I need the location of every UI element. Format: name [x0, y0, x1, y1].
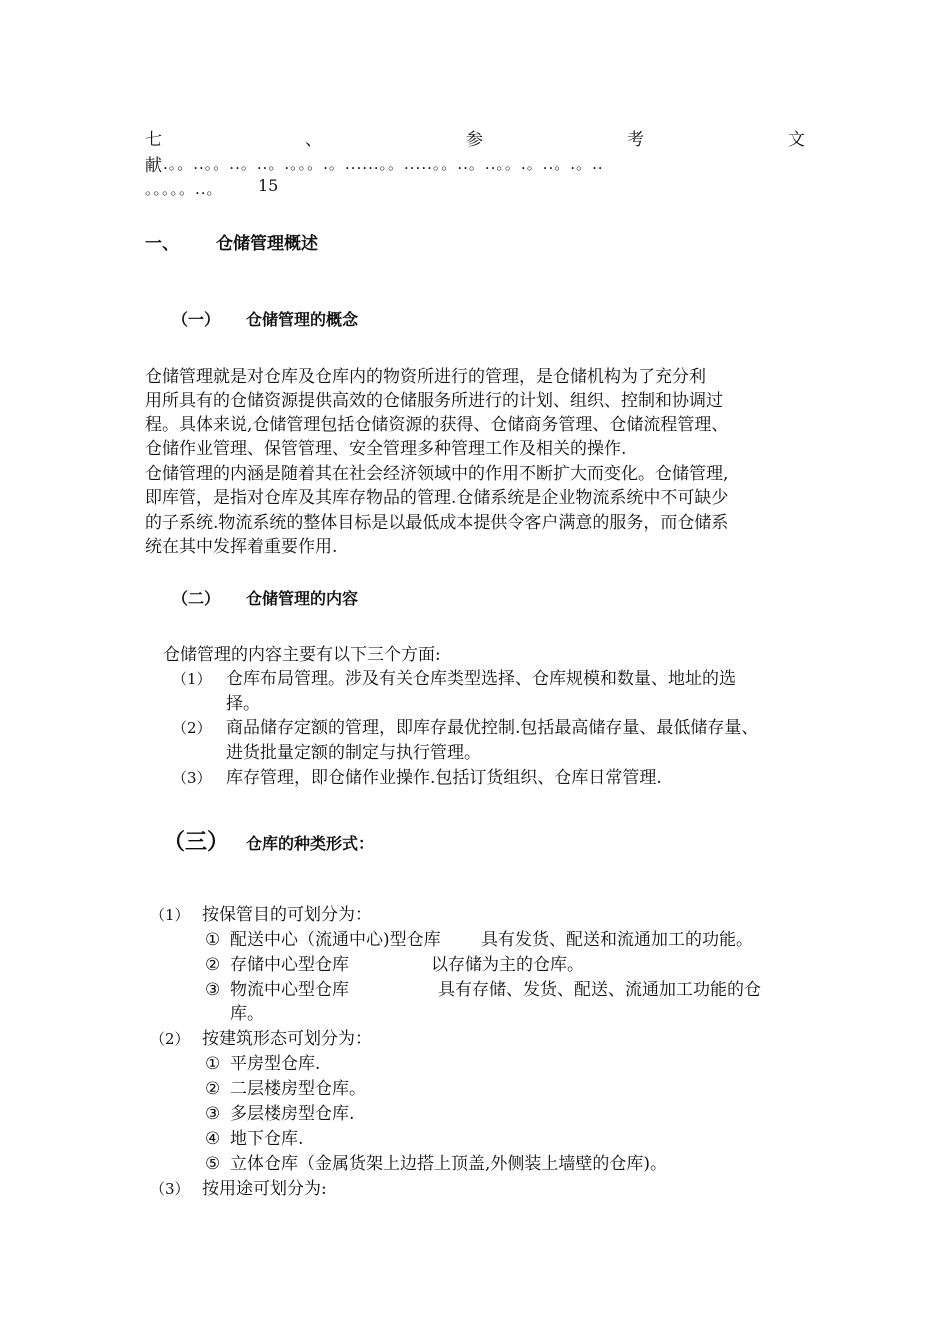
paragraph-line: 仓储作业管理、保管管理、安全管理多种管理工作及相关的操作. — [145, 439, 627, 459]
paragraph-line: 即库管，是指对仓库及其库存物品的管理.仓储系统是企业物流系统中不可缺少 — [145, 488, 729, 508]
entry-name: 物流中心型仓库 — [230, 980, 349, 1000]
circled-number: ① — [205, 930, 221, 950]
paragraph-line: 仓储管理的内涵是随着其在社会经济领域中的作用不断扩大而变化。仓储管理, — [145, 464, 729, 484]
subsection-title: 仓库的种类形式： — [246, 834, 375, 853]
toc-leader-dots: .。。..。。..。..。.。。。.。......。。.....。。..。..。。.。..。.。.. — [163, 155, 604, 173]
list-number: （1） — [172, 670, 212, 688]
paragraph-line: 用所具有的仓储资源提供高效的仓储服务所进行的计划、组织、控制和协调过 — [145, 391, 723, 411]
subsection-number: （二） — [172, 589, 221, 608]
entry-desc-cont: 库。 — [230, 1004, 264, 1024]
toc-char: 七 — [145, 130, 162, 150]
section-title: 仓储管理概述 — [216, 234, 318, 254]
entry-name: 二层楼房型仓库。 — [230, 1079, 366, 1099]
list-item-line: 商品储存定额的管理，即库存最优控制.包括最高储存量、最低储存量、 — [226, 718, 759, 738]
circled-number: ② — [205, 1079, 221, 1099]
group-label: 按用途可划分为: — [202, 1179, 327, 1199]
entry-desc: 具有发货、配送和流通加工的功能。 — [481, 930, 753, 950]
list-item-line: 择。 — [226, 694, 260, 714]
list-number: （3） — [172, 769, 212, 787]
entry-desc: 具有存储、发货、配送、流通加工功能的仓 — [438, 980, 761, 1000]
toc-tail: 献 — [145, 156, 162, 176]
entry-name: 地下仓库. — [230, 1129, 304, 1149]
list-number: （2） — [172, 719, 212, 737]
circled-number: ④ — [205, 1129, 221, 1149]
entry-name: 多层楼房型仓库. — [230, 1104, 355, 1124]
circled-number: ③ — [205, 1104, 221, 1124]
group-number: （2） — [150, 1030, 190, 1048]
circled-number: ① — [205, 1054, 221, 1074]
circled-number: ② — [205, 955, 221, 975]
subsection-title: 仓储管理的内容 — [246, 589, 359, 608]
toc-char: 考 — [627, 130, 644, 150]
paragraph-line: 仓储管理就是对仓库及仓库内的物资所进行的管理，是仓储机构为了充分利 — [145, 367, 706, 387]
entry-name: 存储中心型仓库 — [230, 955, 349, 975]
list-item-line: 库存管理，即仓储作业操作.包括订货组织、仓库日常管理. — [226, 768, 662, 788]
section-number: 一、 — [145, 234, 179, 254]
list-item-line: 仓库布局管理。涉及有关仓库类型选择、仓库规模和数量、地址的选 — [226, 669, 736, 689]
toc-char: 、 — [305, 130, 322, 150]
toc-char: 文 — [788, 130, 805, 150]
paragraph-line: 程。具体来说,仓储管理包括仓储资源的获得、仓储商务管理、仓储流程管理、 — [145, 415, 729, 435]
circled-number: ⑤ — [205, 1154, 221, 1174]
paragraph-line: 统在其中发挥着重要作用. — [145, 537, 338, 557]
intro-text: 仓储管理的内容主要有以下三个方面: — [163, 645, 441, 665]
entry-name: 立体仓库（金属货架上边搭上顶盖,外侧装上墙壁的仓库)。 — [230, 1154, 668, 1174]
group-label: 按保管目的可划分为： — [202, 905, 372, 925]
toc-leader-dots: 。。。。。..。 — [145, 180, 223, 198]
list-item-line: 进货批量定额的制定与执行管理。 — [226, 743, 481, 763]
subsection-title: 仓储管理的概念 — [246, 310, 359, 329]
group-number: （1） — [150, 906, 190, 924]
toc-page-number: 15 — [258, 176, 279, 195]
paragraph-line: 的子系统.物流系统的整体目标是以最低成本提供令客户满意的服务，而仓储系 — [145, 513, 729, 533]
subsection-number: （一） — [172, 310, 221, 329]
circled-number: ③ — [205, 980, 221, 1000]
entry-name: 配送中心（流通中心)型仓库 — [230, 930, 441, 950]
entry-desc: 以存储为主的仓库。 — [431, 955, 584, 975]
group-number: （3） — [150, 1180, 190, 1198]
group-label: 按建筑形态可划分为： — [202, 1029, 372, 1049]
entry-name: 平房型仓库. — [230, 1054, 321, 1074]
toc-char: 参 — [466, 130, 483, 150]
subsection-number: （三） — [163, 830, 230, 855]
